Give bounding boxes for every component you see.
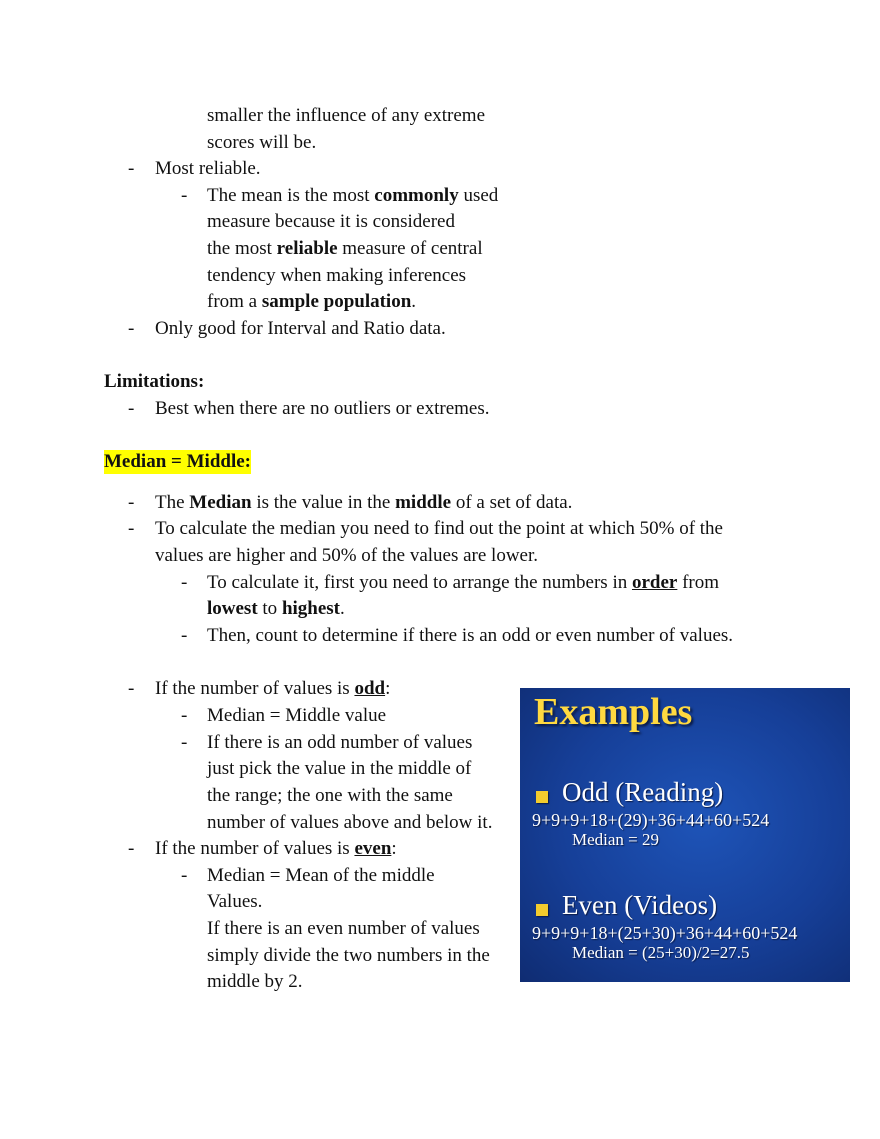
bullet-dash: - [128,492,135,513]
text-line: smaller the influence of any extreme [207,105,486,126]
text-line: To calculate it, first you need to arrange the numbers in order from [207,572,720,593]
bullet-dash: - [181,185,188,206]
even-rule: If the number of values is even: [155,838,397,859]
bullet-dash: - [181,732,188,753]
limitations-item: Best when there are no outliers or extremes. [155,398,490,419]
most-reliable-item: Most reliable. [155,158,261,179]
text-line: The mean is the most commonly used [207,185,499,206]
only-good-item: Only good for Interval and Ratio data. [155,318,446,339]
text-line: lowest to highest. [207,598,345,619]
text-line: the range; the one with the same [207,785,453,806]
square-bullet-icon [536,791,548,803]
slide-even-median: Median = (25+30)/2=27.5 [572,943,750,962]
odd-rule: If the number of values is odd: [155,678,391,699]
text-line: middle by 2. [207,971,303,992]
bullet-dash: - [128,318,135,339]
bullet-dash: - [181,865,188,886]
slide-title: Examples [534,691,693,733]
median-definition: The Median is the value in the middle of a set of data. [155,492,573,513]
text-line: simply divide the two numbers in the [207,945,490,966]
limitations-heading: Limitations: [104,371,205,392]
square-bullet-icon [536,904,548,916]
text-line: Median = Mean of the middle [207,865,435,886]
bullet-dash: - [128,158,135,179]
slide-even-sequence: 9+9+9+18+(25+30)+36+44+60+524 [532,923,798,943]
text-line: the most reliable measure of central [207,238,483,259]
text-line: scores will be. [207,132,317,153]
bullet-dash: - [128,518,135,539]
bullet-dash: - [181,705,188,726]
text-line: number of values above and below it. [207,812,493,833]
bullet-dash: - [128,838,135,859]
text-line: measure because it is considered [207,211,455,232]
text-line: Median = Middle value [207,705,387,726]
text-line: just pick the value in the middle of [207,758,472,779]
text-line: If there is an odd number of values [207,732,473,753]
bullet-dash: - [128,678,135,699]
examples-slide-image [520,688,850,982]
text-line: Then, count to determine if there is an odd or even number of values. [207,625,734,646]
slide-odd-heading: Odd (Reading) [562,777,724,807]
bullet-dash: - [181,572,188,593]
slide-even-heading: Even (Videos) [562,890,718,920]
text-line: values are higher and 50% of the values are lower. [155,545,539,566]
text-line: Values. [207,891,263,912]
bullet-dash: - [128,398,135,419]
bullet-dash: - [181,625,188,646]
slide-odd-median: Median = 29 [572,830,660,849]
text-line: If there is an even number of values [207,918,480,939]
median-heading: Median = Middle: [104,451,251,472]
text-line: To calculate the median you need to find out the point at which 50% of the [155,518,723,539]
slide-odd-sequence: 9+9+9+18+(29)+36+44+60+524 [532,810,770,830]
text-line: from a sample population. [207,291,417,312]
text-line: tendency when making inferences [207,265,467,286]
